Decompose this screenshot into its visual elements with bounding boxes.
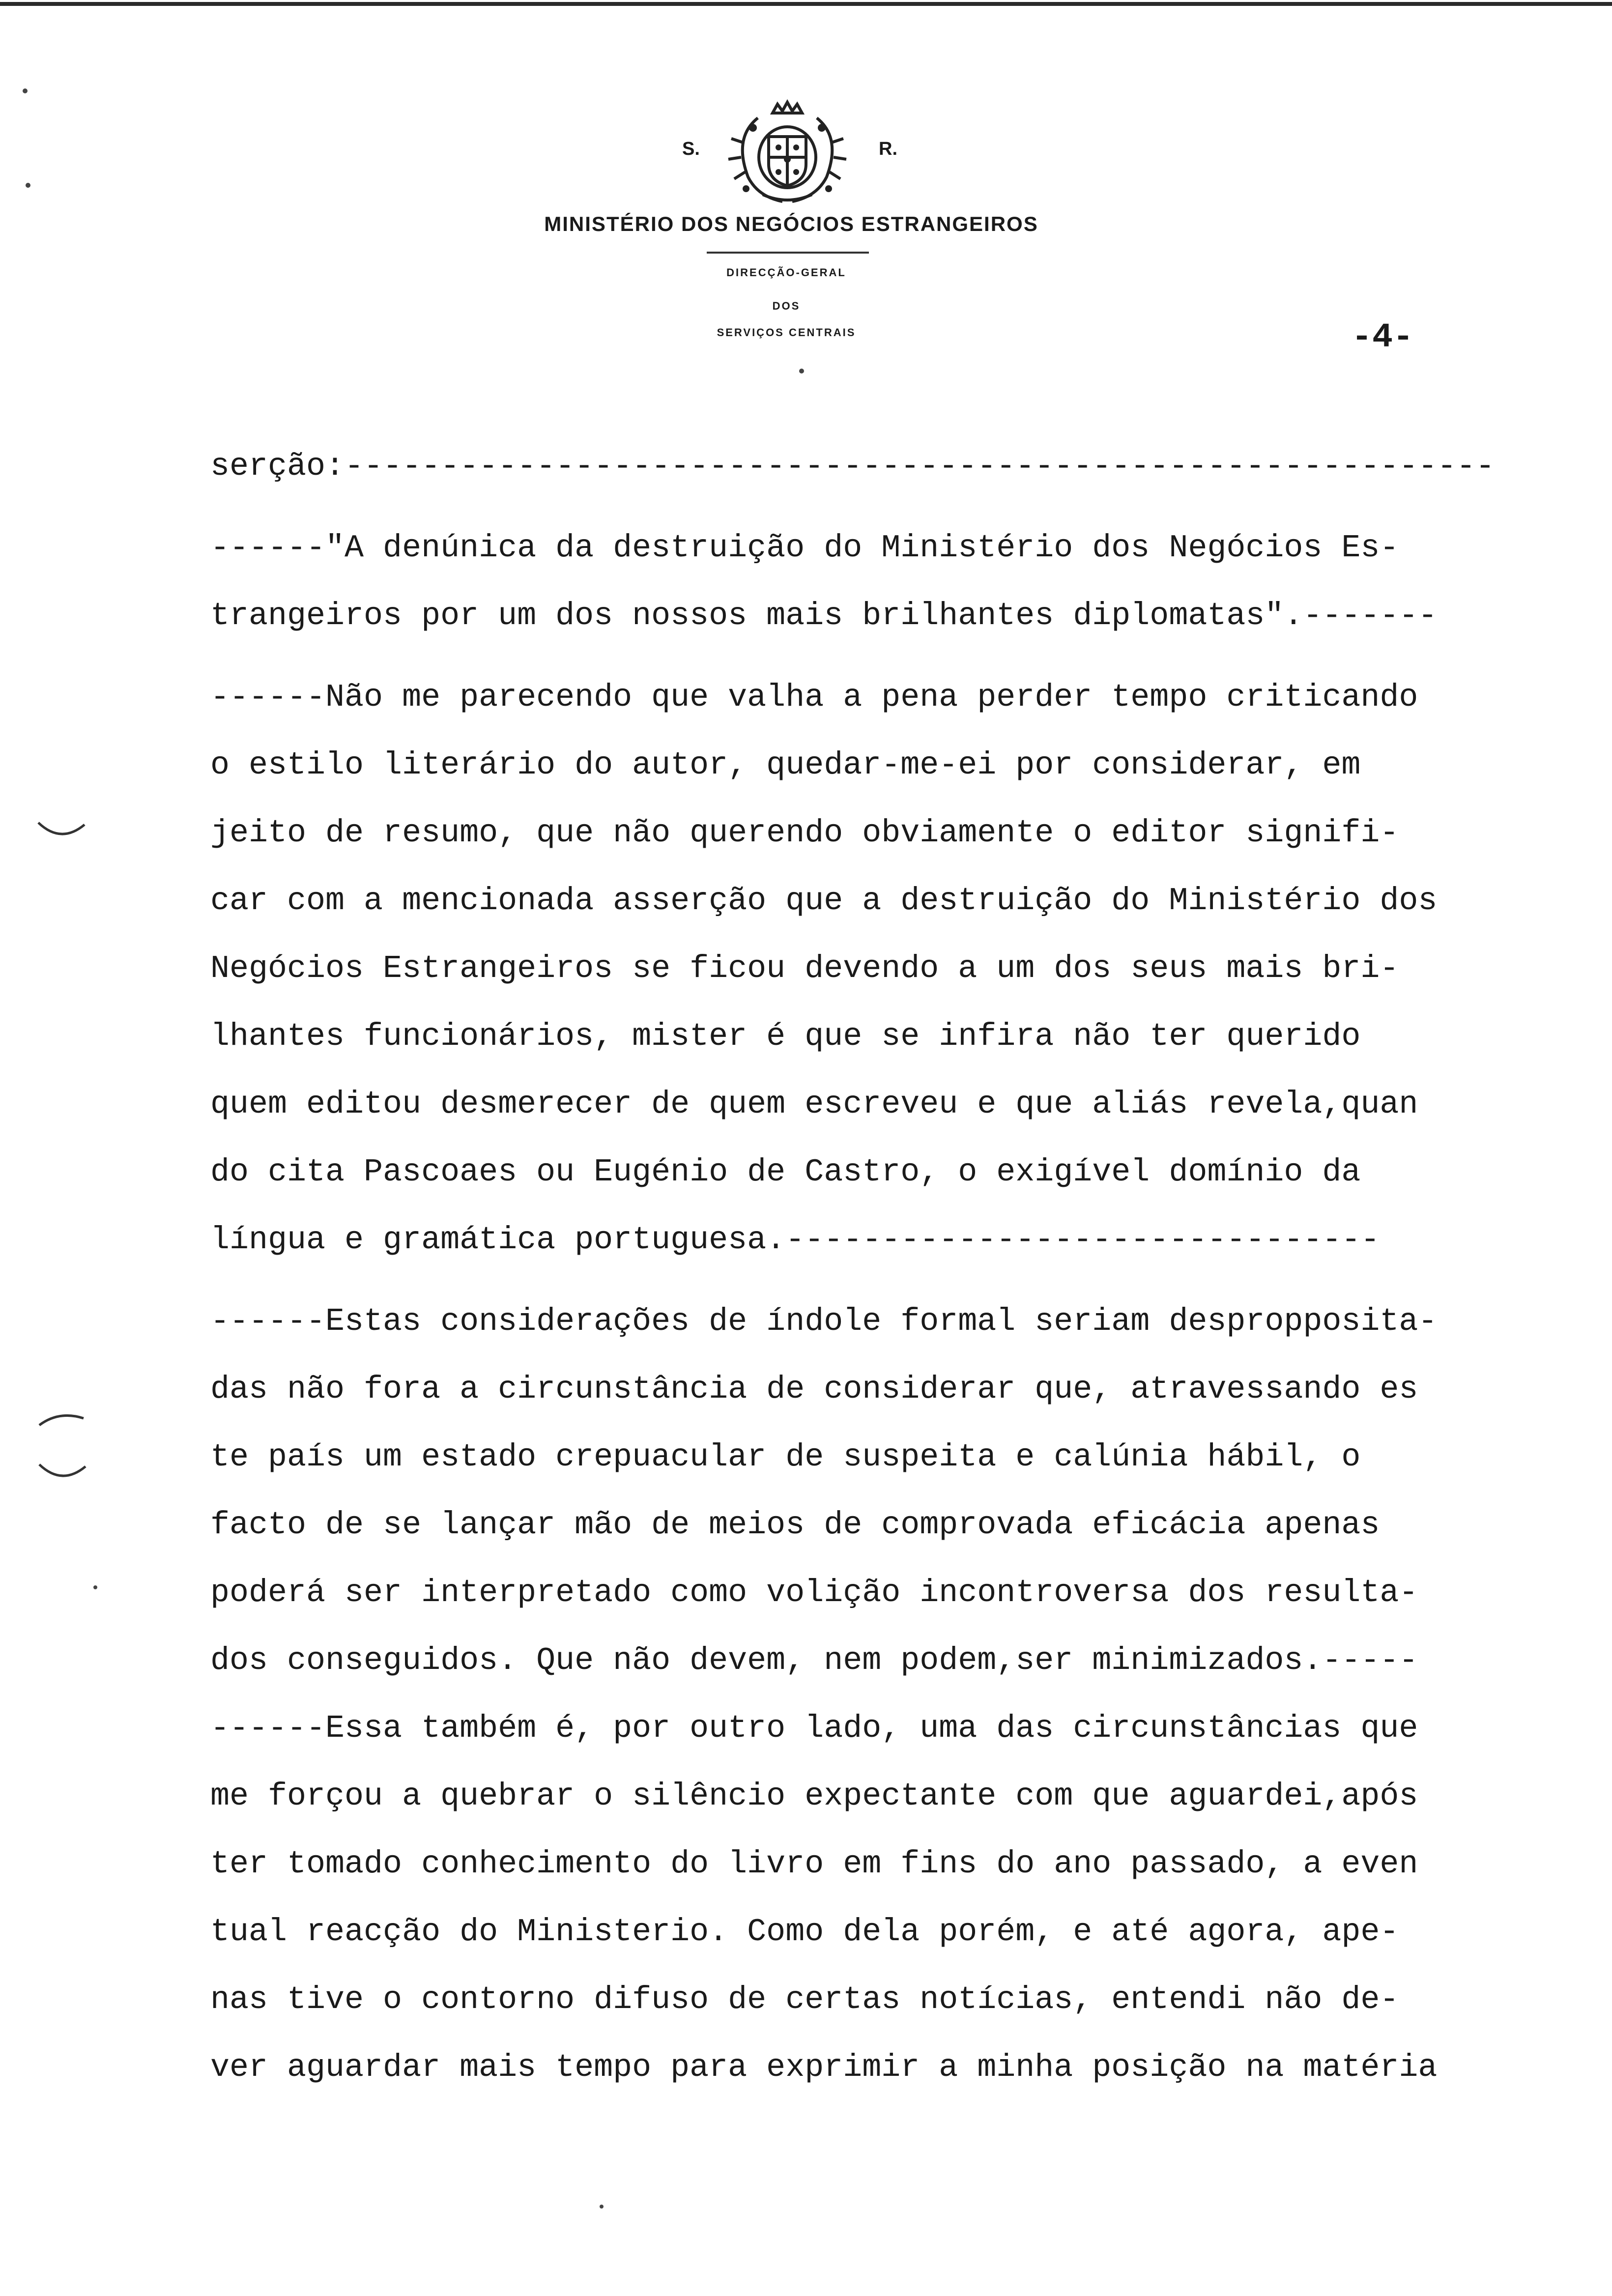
text-line: poderá ser interpretado como volição incontroversa dos resulta-: [210, 1575, 1418, 1611]
text-line: língua e gramática portuguesa.-------------------------------: [210, 1222, 1380, 1258]
margin-punch-mark: [34, 816, 88, 845]
text-line: ------Estas considerações de índole formal seriam despropposita-: [210, 1303, 1438, 1340]
text-line: me forçou a quebrar o silêncio expectante com que aguardei,após: [210, 1778, 1418, 1814]
text-line: serção:------------------------------------------------------------: [210, 448, 1495, 485]
text-line: quem editou desmerecer de quem escreveu e que aliás revela,quan: [210, 1086, 1418, 1122]
text-line: do cita Pascoaes ou Eugénio de Castro, o exigível domínio da: [210, 1154, 1361, 1190]
page-number: -4-: [1352, 318, 1414, 357]
text-line: te país um estado crepuacular de suspeita e calúnia hábil, o: [210, 1439, 1361, 1475]
text-line: ------Não me parecendo que valha a pena perder tempo criticando: [210, 679, 1418, 716]
text-line: facto de se lançar mão de meios de comprovada eficácia apenas: [210, 1507, 1380, 1543]
letterhead-right-initial: R.: [879, 139, 897, 159]
scan-speck: [26, 183, 30, 188]
directorate-line-2: DOS: [772, 300, 801, 312]
letterhead: [0, 0, 1612, 357]
text-line: ------Essa também é, por outro lado, uma das circunstâncias que: [210, 1710, 1418, 1747]
text-line: jeito de resumo, que não querendo obviamente o editor signifi-: [210, 815, 1399, 851]
text-line: nas tive o contorno difuso de certas notícias, entendi não de-: [210, 1981, 1399, 2018]
letter-body: [210, 432, 1498, 2101]
directorate-line-3: SERVIÇOS CENTRAIS: [717, 326, 856, 339]
letterhead-divider: [707, 252, 869, 254]
ministry-name: MINISTÉRIO DOS NEGÓCIOS ESTRANGEIROS: [544, 212, 1038, 235]
text-line: lhantes funcionários, mister é que se infira não ter querido: [210, 1018, 1361, 1055]
text-line: trangeiros por um dos nossos mais brilhantes diplomatas".-------: [210, 598, 1438, 634]
text-line: o estilo literário do autor, quedar-me-ei por considerar, em: [210, 747, 1361, 783]
margin-punch-mark: [34, 1406, 88, 1494]
text-line: ter tomado conhecimento do livro em fins do ano passado, a even: [210, 1846, 1418, 1882]
scan-speck: [93, 1585, 97, 1589]
text-line: tual reacção do Ministerio. Como dela porém, e até agora, ape-: [210, 1914, 1399, 1950]
coat-of-arms-icon: [723, 98, 851, 206]
text-line: dos conseguidos. Que não devem, nem podem,ser minimizados.-----: [210, 1642, 1418, 1679]
scan-speck: [23, 88, 28, 93]
directorate-line-1: DIRECÇÃO-GERAL: [726, 266, 846, 279]
text-line: das não fora a circunstância de considerar que, atravessando es: [210, 1371, 1418, 1407]
text-line: Negócios Estrangeiros se ficou devendo a um dos seus mais bri-: [210, 950, 1399, 987]
text-line: ver aguardar mais tempo para exprimir a minha posição na matéria: [210, 2049, 1438, 2086]
text-line: ------"A denúnica da destruição do Ministério dos Negócios Es-: [210, 530, 1399, 566]
scan-speck: [600, 2205, 604, 2209]
text-line: car com a mencionada asserção que a destruição do Ministério dos: [210, 883, 1438, 919]
letterhead-left-initial: S.: [682, 139, 700, 159]
scan-speck: [799, 369, 804, 373]
